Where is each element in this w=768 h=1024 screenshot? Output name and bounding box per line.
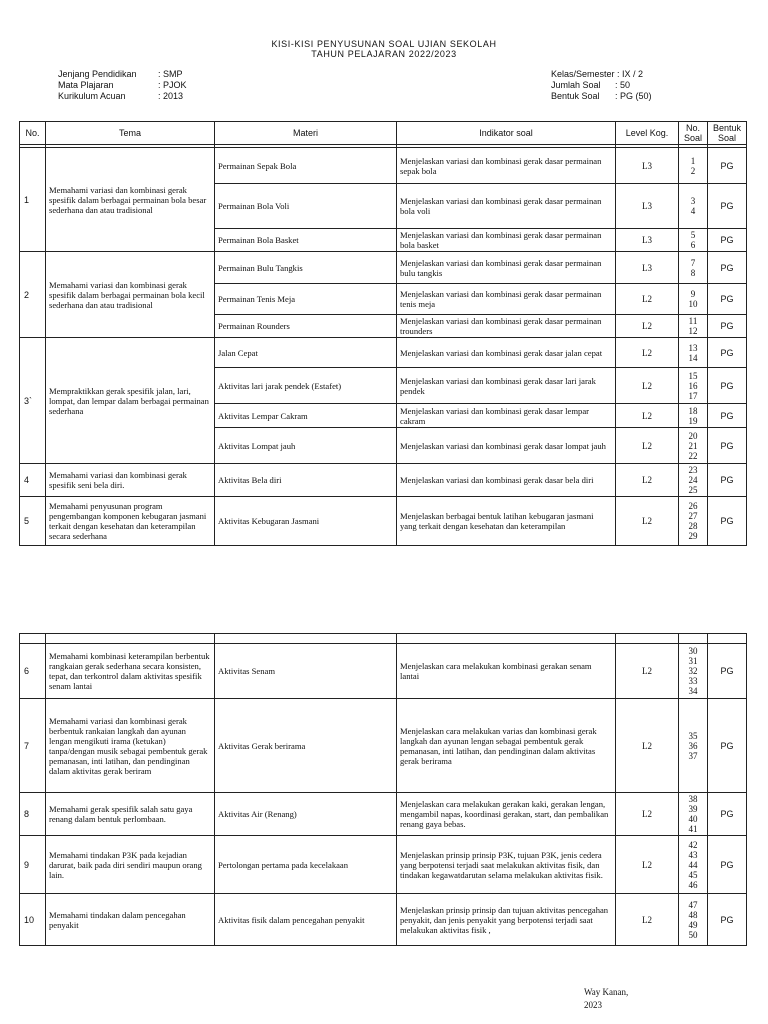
signature-place: Way Kanan, (584, 987, 629, 997)
soal-number: 25 (688, 485, 698, 495)
soal-numbers (679, 464, 708, 497)
bentuk-cell: PG (708, 464, 747, 497)
signature-block (584, 986, 628, 1012)
soal-number: 46 (688, 879, 698, 890)
soal-numbers (679, 793, 708, 836)
indikator-cell: Menjelaskan cara melakukan kombinasi gerakan senam lantai (397, 644, 616, 699)
level-cell: L3 (616, 148, 679, 184)
info-label: Jenjang Pendidikan (58, 69, 137, 79)
soal-number: 13 (688, 342, 698, 353)
row-number: 4 (20, 464, 46, 497)
col-header-materi: Materi (215, 122, 397, 145)
level-cell: L2 (616, 464, 679, 497)
tema-cell: Mempraktikkan gerak spesifik jalan, lari, lompat, dan lempar dalam berbagai permainan sederhana (46, 338, 215, 464)
level-cell: L2 (616, 497, 679, 546)
soal-numbers (679, 284, 708, 315)
soal-numbers (679, 184, 708, 229)
soal-numbers (679, 338, 708, 368)
soal-number: 14 (688, 352, 698, 363)
soal-number: 20 (688, 430, 698, 441)
bentuk-cell: PG (708, 148, 747, 184)
col-header-bentuk: Bentuk Soal (708, 122, 747, 145)
soal-number: 31 (688, 656, 698, 666)
soal-number: 47 (688, 899, 698, 910)
bentuk-cell: PG (708, 252, 747, 284)
soal-number: 4 (690, 206, 696, 216)
level-cell: L2 (616, 793, 679, 836)
tema-cell: Memahami tindakan dalam pencegahan penyakit (46, 894, 215, 946)
info-label: Bentuk Soal (551, 91, 600, 101)
soal-number: 44 (688, 859, 698, 870)
table-row (20, 793, 747, 836)
document-subtitle: TAHUN PELAJARAN 2022/2023 (311, 49, 457, 59)
level-cell: L3 (616, 184, 679, 229)
materi-cell: Aktivitas fisik dalam pencegahan penyakit (215, 894, 397, 946)
soal-number: 17 (688, 390, 698, 401)
indikator-cell: Menjelaskan variasi dan kombinasi gerak dasar lempar cakram (397, 404, 616, 428)
info-label: Jumlah Soal (551, 80, 601, 90)
tema-cell: Memahami gerak spesifik salah satu gaya renang dalam bentuk perlombaan. (46, 793, 215, 836)
row-number: 8 (20, 793, 46, 836)
soal-numbers (679, 836, 708, 894)
row-number: 6 (20, 644, 46, 699)
info-row (551, 80, 652, 91)
blank-header-row (20, 634, 747, 644)
row-number: 9 (20, 836, 46, 894)
info-value: : PJOK (158, 80, 187, 90)
bentuk-cell: PG (708, 699, 747, 793)
tema-cell: Memahami tindakan P3K pada kejadian darurat, baik pada diri sendiri maupun orang lain. (46, 836, 215, 894)
soal-numbers (679, 644, 708, 699)
info-value: : 2013 (158, 91, 184, 101)
bentuk-cell: PG (708, 836, 747, 894)
soal-number: 38 (688, 794, 698, 804)
soal-numbers (679, 699, 708, 793)
soal-number: 23 (688, 465, 698, 475)
level-cell: L2 (616, 315, 679, 338)
indikator-cell: Menjelaskan variasi dan kombinasi gerak dasar permainan bola basket (397, 229, 616, 252)
row-number: 1 (20, 148, 46, 252)
row-number: 5 (20, 497, 46, 546)
soal-number: 37 (688, 750, 698, 761)
indikator-cell: Menjelaskan variasi dan kombinasi gerak dasar bela diri (397, 464, 616, 497)
tema-cell: Memahami variasi dan kombinasi gerak spesifik dalam berbagai permainan bola besar sederhana dan atau tradisional (46, 148, 215, 252)
materi-cell: Aktivitas Senam (215, 644, 397, 699)
soal-number: 2 (690, 165, 696, 176)
col-header-no: No. (20, 122, 46, 145)
soal-number: 16 (688, 380, 698, 391)
indikator-cell: Menjelaskan prinsip prinsip dan tujuan aktivitas pencegahan penyakit, dan jenis penyakit yang berpotensi terjadi saat melakukan aktivitas fisik , (397, 894, 616, 946)
row-number: 2 (20, 252, 46, 338)
info-value: : SMP (158, 69, 183, 79)
info-value: : IX / 2 (617, 69, 644, 79)
info-row (58, 80, 187, 91)
soal-number: 18 (688, 405, 698, 416)
info-row (58, 69, 187, 80)
bentuk-cell: PG (708, 368, 747, 404)
soal-number: 45 (688, 869, 698, 880)
info-value: : 50 (615, 80, 631, 90)
info-label: Kurikulum Acuan (58, 91, 126, 101)
bentuk-cell: PG (708, 184, 747, 229)
indikator-cell: Menjelaskan variasi dan kombinasi gerak dasar permainan bola voli (397, 184, 616, 229)
table-row (20, 464, 747, 497)
tema-cell: Memahami kombinasi keterampilan berbentuk rangkaian gerak sederhana secara konsisten, tepat, dan terkontrol dalam aktivitas spesifik senam lantai (46, 644, 215, 699)
soal-number: 21 (688, 440, 698, 451)
soal-number: 12 (688, 326, 698, 336)
info-row (551, 91, 652, 102)
col-header-level: Level Kog. (616, 122, 679, 145)
soal-number: 19 (688, 415, 698, 426)
soal-number: 49 (688, 919, 698, 930)
row-number: 10 (20, 894, 46, 946)
indikator-cell: Menjelaskan variasi dan kombinasi gerak dasar permainan trounders (397, 315, 616, 338)
col-header-tema: Tema (46, 122, 215, 145)
soal-numbers (679, 368, 708, 404)
soal-number: 6 (690, 240, 696, 250)
bentuk-cell: PG (708, 894, 747, 946)
soal-number: 34 (688, 686, 698, 696)
soal-numbers (679, 315, 708, 338)
soal-number: 22 (688, 450, 698, 461)
table-row (20, 497, 747, 546)
bentuk-cell: PG (708, 315, 747, 338)
indikator-cell: Menjelaskan prinsip prinsip P3K, tujuan P3K, jenis cedera yang berpotensi terjadi saat melakukan aktivitas fisik, dan tindakan kegawatdarutan selama melakukan aktivitas fisik. (397, 836, 616, 894)
materi-cell: Permainan Bola Voli (215, 184, 397, 229)
table-row (20, 148, 747, 184)
soal-number: 48 (688, 909, 698, 920)
materi-cell: Permainan Bola Basket (215, 229, 397, 252)
indikator-cell: Menjelaskan variasi dan kombinasi gerak dasar lompat jauh (397, 428, 616, 464)
info-right (551, 69, 652, 102)
level-cell: L2 (616, 644, 679, 699)
materi-cell: Permainan Bulu Tangkis (215, 252, 397, 284)
soal-number: 8 (690, 267, 696, 278)
soal-numbers (679, 894, 708, 946)
materi-cell: Permainan Sepak Bola (215, 148, 397, 184)
bentuk-cell: PG (708, 497, 747, 546)
info-row (58, 91, 187, 102)
level-cell: L2 (616, 428, 679, 464)
soal-numbers (679, 148, 708, 184)
level-cell: L2 (616, 404, 679, 428)
info-row (551, 69, 652, 80)
soal-number: 35 (688, 730, 698, 741)
bentuk-cell: PG (708, 404, 747, 428)
soal-number: 24 (688, 475, 698, 485)
materi-cell: Permainan Tenis Meja (215, 284, 397, 315)
soal-number: 40 (688, 814, 698, 824)
soal-number: 11 (688, 316, 698, 326)
level-cell: L3 (616, 229, 679, 252)
info-label: Mata Plajaran (58, 80, 114, 90)
soal-number: 10 (688, 299, 698, 309)
soal-numbers (679, 404, 708, 428)
soal-number: 30 (688, 646, 698, 656)
info-label: Kelas/Semester (551, 69, 615, 79)
signature-year: 2023 (584, 1000, 602, 1010)
table-header-row (20, 122, 747, 145)
document-title: KISI-KISI PENYUSUNAN SOAL UJIAN SEKOLAH (271, 39, 497, 49)
soal-number: 39 (688, 804, 698, 814)
indikator-cell: Menjelaskan variasi dan kombinasi gerak dasar permainan bulu tangkis (397, 252, 616, 284)
bentuk-cell: PG (708, 428, 747, 464)
table-row (20, 699, 747, 793)
bentuk-cell: PG (708, 644, 747, 699)
info-left (58, 69, 187, 102)
soal-number: 7 (690, 257, 696, 268)
soal-numbers (679, 229, 708, 252)
indikator-cell: Menjelaskan cara melakukan gerakan kaki, gerakan lengan, mengambil napas, koordinasi gerakan, start, dan pembalikan renang gaya bebas. (397, 793, 616, 836)
table-row (20, 252, 747, 284)
materi-cell: Aktivitas Lompat jauh (215, 428, 397, 464)
bentuk-cell: PG (708, 793, 747, 836)
tema-cell: Memahami variasi dan kombinasi gerak spesifik dalam berbagai permainan bola kecil sederhana dan atau tradisional (46, 252, 215, 338)
soal-number: 28 (688, 521, 698, 531)
table-row (20, 836, 747, 894)
col-header-indikator: Indikator soal (397, 122, 616, 145)
tema-cell: Memahami variasi dan kombinasi gerak spesifik seni bela diri. (46, 464, 215, 497)
indikator-cell: Menjelaskan berbagai bentuk latihan kebugaran jasmani yang terkait dengan kesehatan dan keterampilan (397, 497, 616, 546)
soal-number: 43 (688, 849, 698, 860)
soal-number: 26 (688, 501, 698, 511)
indikator-cell: Menjelaskan variasi dan kombinasi gerak dasar jalan cepat (397, 338, 616, 368)
level-cell: L2 (616, 338, 679, 368)
info-value: : PG (50) (615, 91, 652, 101)
materi-cell: Jalan Cepat (215, 338, 397, 368)
level-cell: L2 (616, 836, 679, 894)
table-row (20, 338, 747, 368)
soal-number: 50 (688, 929, 698, 940)
soal-number: 9 (690, 289, 696, 299)
soal-number: 42 (688, 839, 698, 850)
bentuk-cell: PG (708, 229, 747, 252)
soal-numbers (679, 497, 708, 546)
level-cell: L2 (616, 368, 679, 404)
soal-number: 15 (688, 370, 698, 381)
soal-number: 33 (688, 676, 698, 686)
row-number: 7 (20, 699, 46, 793)
soal-number: 5 (690, 230, 696, 240)
kisi-table-page2 (19, 633, 747, 946)
soal-number: 3 (690, 196, 696, 206)
materi-cell: Pertolongan pertama pada kecelakaan (215, 836, 397, 894)
tema-cell: Memahami variasi dan kombinasi gerak berbentuk rankaian langkah dan ayunan lengan mengikuti irama (ketukan) tanpa/dengan musik sebagai pembentuk gerak pemanasan, inti latihan, dan pendinginan dalam aktivitas gerak beriram (46, 699, 215, 793)
indikator-cell: Menjelaskan cara melakukan varias dan kombinasi gerak langkah dan ayunan lengan sebagai pembentuk gerak pemanasan, inti latihan, dan pendinginan dalam aktivitas gerak berirama (397, 699, 616, 793)
indikator-cell: Menjelaskan variasi dan kombinasi gerak dasar permainan tenis meja (397, 284, 616, 315)
materi-cell: Permainan Rounders (215, 315, 397, 338)
materi-cell: Aktivitas Air (Renang) (215, 793, 397, 836)
level-cell: L2 (616, 894, 679, 946)
soal-numbers (679, 428, 708, 464)
table-row (20, 894, 747, 946)
indikator-cell: Menjelaskan variasi dan kombinasi gerak dasar lari jarak pendek (397, 368, 616, 404)
level-cell: L3 (616, 252, 679, 284)
materi-cell: Aktivitas Kebugaran Jasmani (215, 497, 397, 546)
indikator-cell: Menjelaskan variasi dan kombinasi gerak dasar permainan sepak bola (397, 148, 616, 184)
soal-number: 27 (688, 511, 698, 521)
soal-number: 41 (688, 824, 698, 834)
level-cell: L2 (616, 284, 679, 315)
materi-cell: Aktivitas Bela diri (215, 464, 397, 497)
col-header-no-soal: No. Soal (679, 122, 708, 145)
row-number: 3` (20, 338, 46, 464)
kisi-table-page1 (19, 121, 747, 546)
tema-cell: Memahami penyusunan program pengembangan komponen kebugaran jasmani terkait dengan kesehatan dan keterampilan secara sederhana (46, 497, 215, 546)
soal-number: 29 (688, 531, 698, 541)
soal-number: 36 (688, 740, 698, 751)
soal-numbers (679, 252, 708, 284)
level-cell: L2 (616, 699, 679, 793)
materi-cell: Aktivitas Gerak berirama (215, 699, 397, 793)
bentuk-cell: PG (708, 284, 747, 315)
table-row (20, 644, 747, 699)
soal-number: 1 (690, 155, 696, 166)
materi-cell: Aktivitas lari jarak pendek (Estafet) (215, 368, 397, 404)
materi-cell: Aktivitas Lempar Cakram (215, 404, 397, 428)
soal-number: 32 (688, 666, 698, 676)
bentuk-cell: PG (708, 338, 747, 368)
